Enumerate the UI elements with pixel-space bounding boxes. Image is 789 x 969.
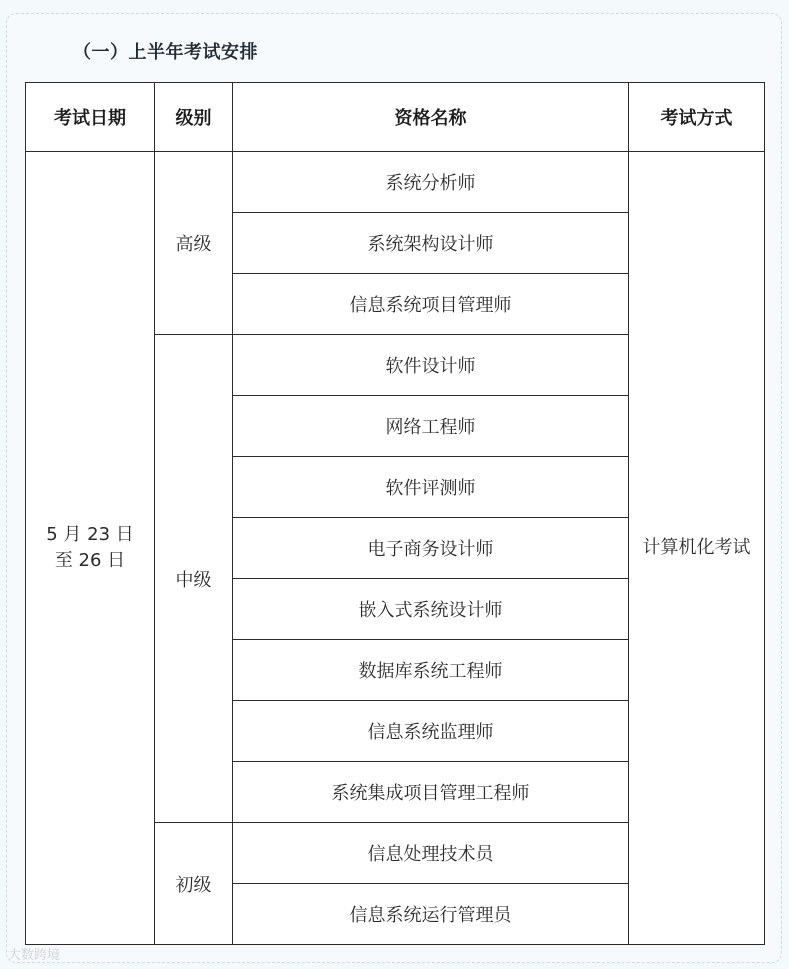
header-qualification: 资格名称 — [233, 83, 629, 152]
level-cell-junior: 初级 — [155, 823, 233, 945]
qualification-cell: 数据库系统工程师 — [233, 640, 629, 701]
qualification-cell: 信息系统运行管理员 — [233, 884, 629, 945]
section-title: （一）上半年考试安排 — [73, 42, 258, 63]
header-exam-method: 考试方式 — [629, 83, 765, 152]
watermark: 大数跨境 — [8, 948, 61, 963]
qualification-cell: 信息系统监理师 — [233, 701, 629, 762]
qualification-cell: 嵌入式系统设计师 — [233, 579, 629, 640]
qualification-cell: 系统集成项目管理工程师 — [233, 762, 629, 823]
qualification-cell: 电子商务设计师 — [233, 518, 629, 579]
header-exam-date: 考试日期 — [26, 83, 155, 152]
qualification-cell: 系统分析师 — [233, 152, 629, 213]
level-cell-intermediate: 中级 — [155, 335, 233, 823]
qualification-cell: 软件设计师 — [233, 335, 629, 396]
qualification-cell: 信息处理技术员 — [233, 823, 629, 884]
exam-schedule-table — [25, 82, 765, 945]
exam-date-line-2: 至 26 日 — [54, 550, 126, 571]
qualification-cell: 软件评测师 — [233, 457, 629, 518]
header-level: 级别 — [155, 83, 233, 152]
exam-date-cell — [26, 152, 155, 945]
exam-date-line-1: 5 月 23 日 — [46, 524, 134, 545]
exam-method-cell: 计算机化考试 — [629, 152, 765, 945]
qualification-cell: 网络工程师 — [233, 396, 629, 457]
qualification-cell: 系统架构设计师 — [233, 213, 629, 274]
table-header-row — [26, 83, 765, 152]
table-row — [26, 152, 765, 213]
level-cell-senior: 高级 — [155, 152, 233, 335]
qualification-cell: 信息系统项目管理师 — [233, 274, 629, 335]
